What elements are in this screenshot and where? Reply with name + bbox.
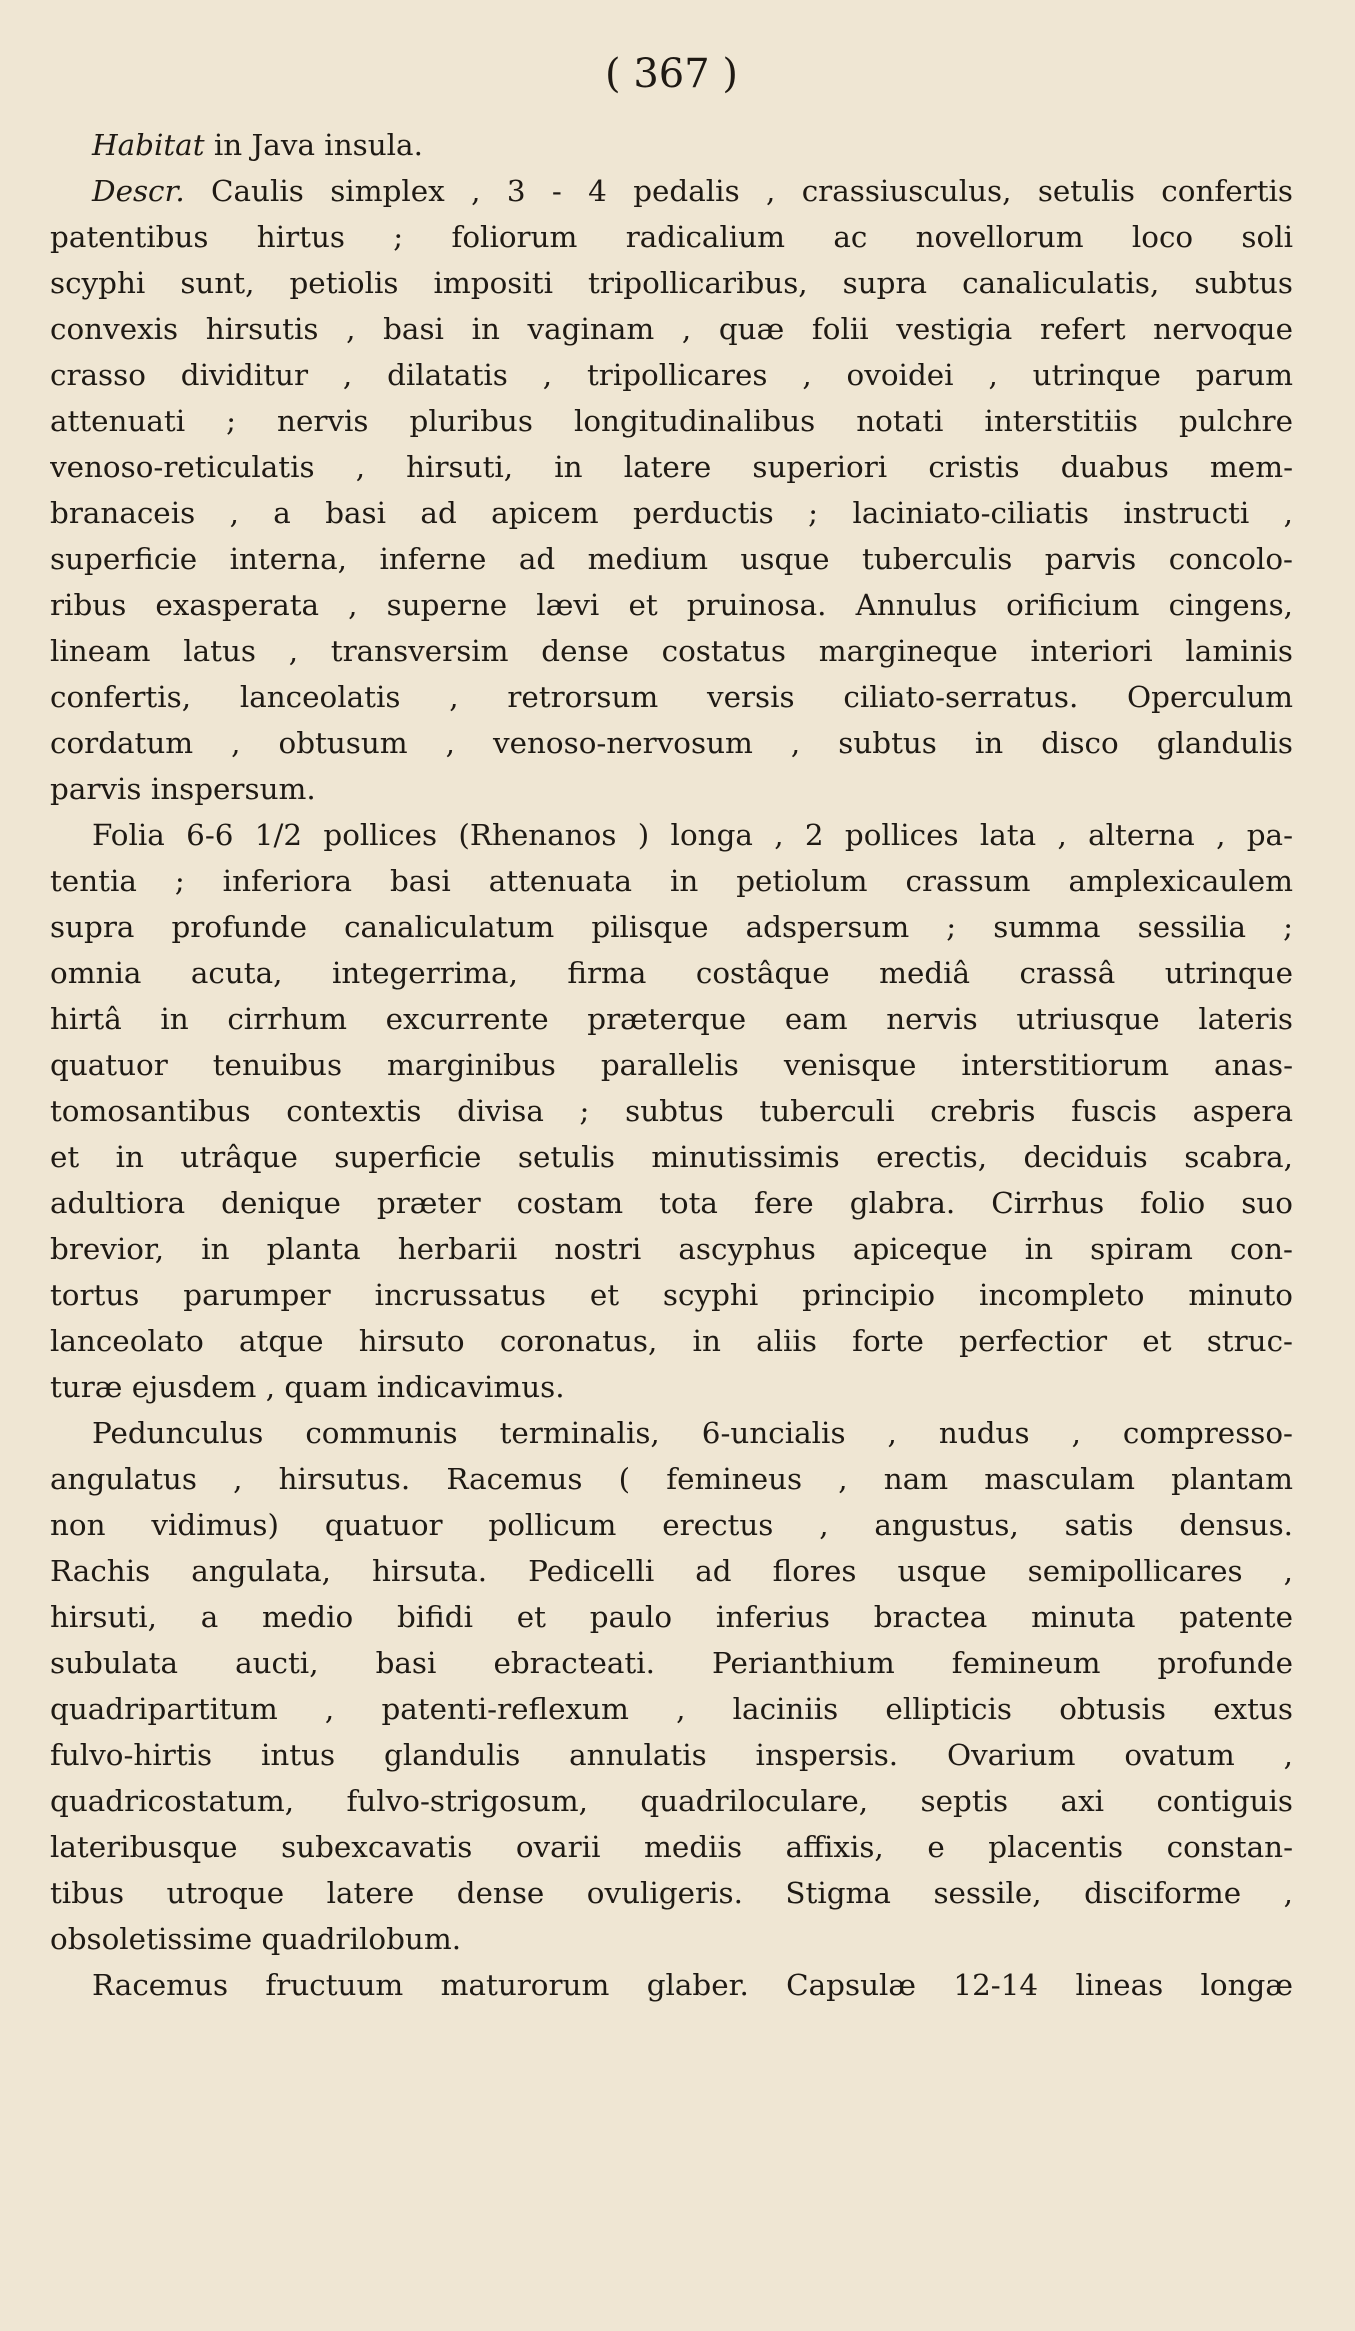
folia-paragraph bbox=[50, 812, 1293, 1410]
pedunculus-line: lateribusque subexcavatis ovarii mediis affixis, e placentis constan- bbox=[50, 1830, 1293, 1864]
description-line: convexis hirsutis , basi in vaginam , quæ folii vestigia refert nervoque bbox=[50, 312, 1293, 346]
pedunculus-paragraph bbox=[50, 1410, 1293, 1962]
description-line: superficie interna, inferne ad medium usque tuberculis parvis concolo- bbox=[50, 542, 1293, 576]
folia-line: adultiora denique præter costam tota fere glabra. Cirrhus folio suo bbox=[50, 1186, 1293, 1220]
pedunculus-line: hirsuti, a medio bifidi et paulo inferius bractea minuta patente bbox=[50, 1600, 1293, 1634]
description-line: patentibus hirtus ; foliorum radicalium ac novellorum loco soli bbox=[50, 220, 1293, 254]
description-paragraph bbox=[50, 168, 1293, 812]
pedunculus-line: subulata aucti, basi ebracteati. Perianthium femineum profunde bbox=[50, 1646, 1293, 1680]
folia-line: turæ ejusdem , quam indicavimus. bbox=[50, 1370, 565, 1404]
habitat-text: in Java insula. bbox=[204, 128, 423, 162]
folia-line: tentia ; inferiora basi attenuata in petiolum crassum amplexicaulem bbox=[50, 864, 1293, 898]
pedunculus-line: non vidimus) quatuor pollicum erectus , angustus, satis densus. bbox=[50, 1508, 1293, 1542]
description-line: lineam latus , transversim dense costatus margineque interiori laminis bbox=[50, 634, 1293, 668]
description-label: Descr. bbox=[92, 174, 185, 208]
description-line: cordatum , obtusum , venoso-nervosum , subtus in disco glandulis bbox=[50, 726, 1293, 760]
folia-line: lanceolato atque hirsuto coronatus, in aliis forte perfectior et struc- bbox=[50, 1324, 1293, 1358]
pedunculus-line: fulvo-hirtis intus glandulis annulatis inspersis. Ovarium ovatum , bbox=[50, 1738, 1293, 1772]
description-line: crasso dividitur , dilatatis , tripollicares , ovoidei , utrinque parum bbox=[50, 358, 1293, 392]
pedunculus-line: angulatus , hirsutus. Racemus ( femineus , nam masculam plantam bbox=[50, 1462, 1293, 1496]
folia-line: supra profunde canaliculatum pilisque adspersum ; summa sessilia ; bbox=[50, 910, 1293, 944]
folia-line: quatuor tenuibus marginibus parallelis venisque interstitiorum anas- bbox=[50, 1048, 1293, 1082]
page-number: ( 367 ) bbox=[605, 51, 738, 97]
description-line: attenuati ; nervis pluribus longitudinalibus notati interstitiis pulchre bbox=[50, 404, 1293, 438]
racemus-line: Racemus fructuum maturorum glaber. Capsulæ 12-14 lineas longæ bbox=[92, 1968, 1293, 2002]
description-line: Descr. Caulis simplex , 3 - 4 pedalis , crassiusculus, setulis confertis bbox=[92, 174, 1293, 208]
pedunculus-line: quadricostatum, fulvo-strigosum, quadriloculare, septis axi contiguis bbox=[50, 1784, 1293, 1818]
habitat-label: Habitat bbox=[92, 128, 205, 162]
description-line: parvis inspersum. bbox=[50, 772, 316, 806]
pedunculus-line: obsoletissime quadrilobum. bbox=[50, 1922, 462, 1956]
description-line: confertis, lanceolatis , retrorsum versis ciliato-serratus. Operculum bbox=[50, 680, 1293, 714]
description-line: venoso-reticulatis , hirsuti, in latere superiori cristis duabus mem- bbox=[50, 450, 1293, 484]
folia-line: et in utrâque superficie setulis minutissimis erectis, deciduis scabra, bbox=[50, 1140, 1293, 1174]
description-line: scyphi sunt, petiolis impositi tripollicaribus, supra canaliculatis, subtus bbox=[50, 266, 1293, 300]
folia-line: tortus parumper incrussatus et scyphi principio incompleto minuto bbox=[50, 1278, 1293, 1312]
folia-line: hirtâ in cirrhum excurrente præterque eam nervis utriusque lateris bbox=[50, 1002, 1293, 1036]
folia-line: brevior, in planta herbarii nostri ascyphus apiceque in spiram con- bbox=[50, 1232, 1293, 1266]
description-line: branaceis , a basi ad apicem perductis ; laciniato-ciliatis instructi , bbox=[50, 496, 1293, 530]
pedunculus-line: quadripartitum , patenti-reflexum , laciniis ellipticis obtusis extus bbox=[50, 1692, 1293, 1726]
folia-line: Folia 6-6 1/2 pollices (Rhenanos ) longa , 2 pollices lata , alterna , pa- bbox=[92, 818, 1293, 852]
pedunculus-line: tibus utroque latere dense ovuligeris. Stigma sessile, disciforme , bbox=[50, 1876, 1293, 1910]
folia-line: omnia acuta, integerrima, firma costâque mediâ crassâ utrinque bbox=[50, 956, 1293, 990]
folia-line: tomosantibus contextis divisa ; subtus tuberculi crebris fuscis aspera bbox=[50, 1094, 1293, 1128]
habitat-line bbox=[50, 122, 1293, 168]
description-line: ribus exasperata , superne lævi et pruinosa. Annulus orificium cingens, bbox=[50, 588, 1293, 622]
pedunculus-line: Pedunculus communis terminalis, 6-uncialis , nudus , compresso- bbox=[92, 1416, 1293, 1450]
pedunculus-line: Rachis angulata, hirsuta. Pedicelli ad flores usque semipollicares , bbox=[50, 1554, 1293, 1588]
